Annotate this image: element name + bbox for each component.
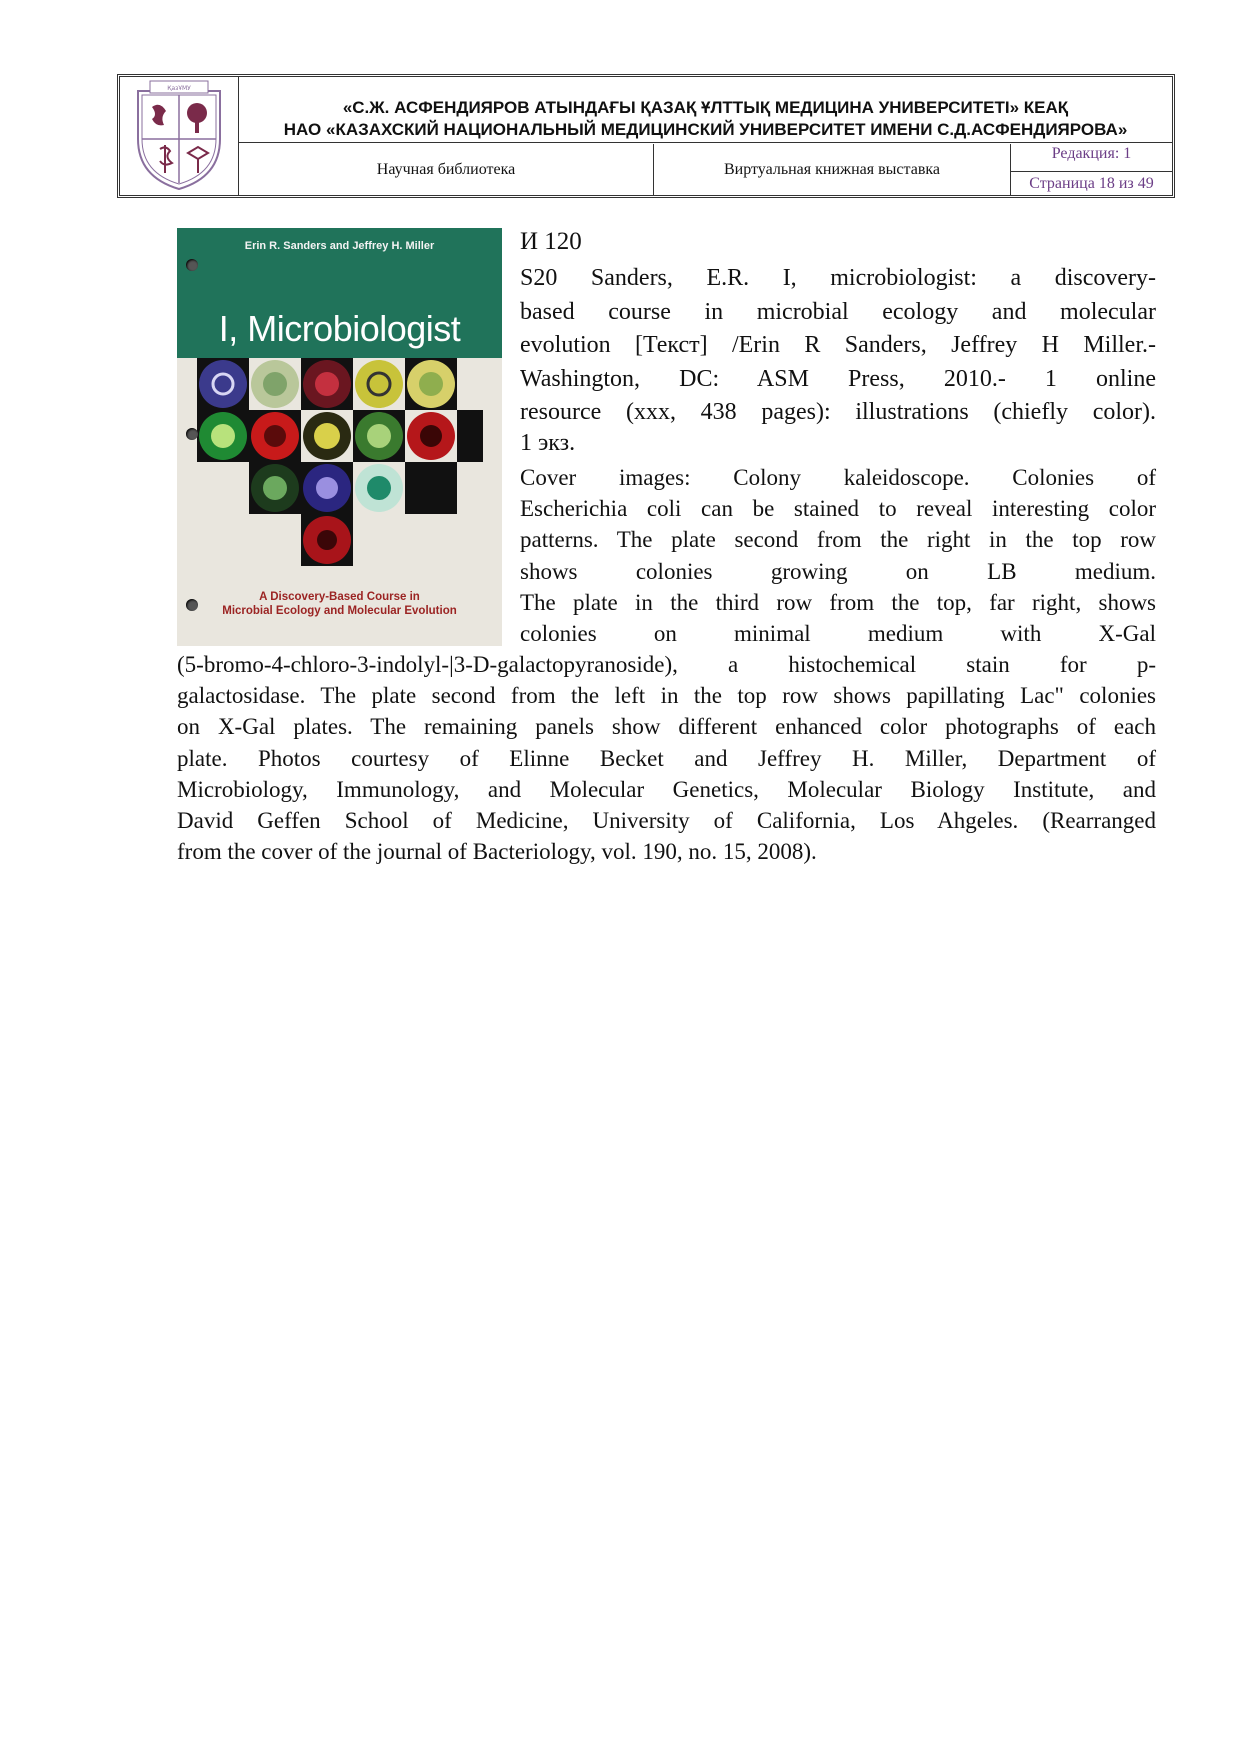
bibliographic-record: [520, 262, 1156, 430]
description-line: colonies on minimal medium with X-Gal: [520, 621, 1156, 647]
description-line: on X-Gal plates. The remaining panels show different enhanced color photographs of each: [177, 714, 1156, 740]
library-name: Научная библиотека: [239, 144, 654, 195]
cover-description-wrapped: [520, 462, 1156, 649]
record-line: based course in microbial ecology and molecular: [520, 298, 1156, 325]
description-line: shows colonies growing on LB medium.: [520, 558, 1156, 584]
university-crest-icon: [120, 77, 238, 195]
description-line: plate. Photos courtesy of Elinne Becket and Jeffrey H. Miller, Department of: [177, 745, 1156, 771]
shelf-code: И 120: [520, 228, 582, 255]
cover-description-full: [177, 649, 1156, 867]
cover-title: I, Microbiologist: [218, 308, 461, 349]
copies-count: 1 экз.: [520, 430, 576, 456]
book-cover: [177, 228, 502, 646]
binder-hole-icon: [186, 599, 198, 611]
description-line: Microbiology, Immunology, and Molecular Genetics, Molecular Biology Institute, and: [177, 776, 1156, 802]
cover-authors: Erin R. Sanders and Jeffrey H. Miller: [244, 240, 435, 252]
description-line: galactosidase. The plate second from the left in the top row shows papillating Lac" colonies: [177, 683, 1156, 709]
title-kazakh: «С.Ж. АСФЕНДИЯРОВ АТЫНДАҒЫ ҚАЗАҚ ҰЛТТЫҚ МЕДИЦИНА УНИВЕРСИТЕТІ» КЕАҚ: [342, 98, 1069, 117]
description-line: The plate in the third row from the top, far right, shows: [520, 589, 1156, 615]
cover-subtitle-line1: A Discovery-Based Course in: [259, 591, 420, 603]
cover-subtitle: [177, 590, 502, 618]
cover-subtitle-line2: Microbial Ecology and Molecular Evolution: [222, 605, 457, 617]
edition-label: Редакция: 1: [1011, 144, 1172, 172]
exhibition-name: Виртуальная книжная выставка: [654, 144, 1011, 195]
description-line: Escherichia coli can be stained to reveal interesting color: [520, 496, 1156, 522]
document-header: [117, 74, 1175, 198]
description-line: (5-bromo-4-chloro-3-indolyl-|3-D-galactopyranoside), a histochemical stain for p-: [177, 652, 1156, 677]
description-line: Cover images: Colony kaleidoscope. Colonies of: [520, 465, 1156, 490]
binder-hole-icon: [186, 259, 198, 271]
svg-text:ҚазҰМУ: ҚазҰМУ: [167, 85, 191, 92]
binder-hole-icon: [186, 428, 198, 440]
record-line: evolution [Текст] /Erin R Sanders, Jeffrey H Miller.-: [520, 332, 1156, 358]
description-line: David Geffen School of Medicine, University of California, Los Ahgeles. (Rearranged: [177, 808, 1156, 834]
header-title: [239, 77, 1172, 143]
description-line: from the cover of the journal of Bacteriology, vol. 190, no. 15, 2008).: [177, 839, 817, 865]
page-number: Страница 18 из 49: [1029, 175, 1154, 192]
record-line: S20 Sanders, E.R. I, microbiologist: a discovery-: [520, 265, 1156, 291]
title-russian: НАО «КАЗАХСКИЙ НАЦИОНАЛЬНЫЙ МЕДИЦИНСКИЙ УНИВЕРСИТЕТ ИМЕНИ С.Д.АСФЕНДИЯРОВА»: [283, 120, 1128, 139]
description-line: patterns. The plate second from the right in the top row: [520, 527, 1156, 553]
record-line: Washington, DC: ASM Press, 2010.- 1 online: [520, 365, 1156, 392]
record-line: resource (xxx, 438 pages): illustrations (chiefly color).: [520, 399, 1156, 425]
petri-dish-mosaic: [177, 358, 502, 588]
logo-cell: [120, 77, 239, 195]
